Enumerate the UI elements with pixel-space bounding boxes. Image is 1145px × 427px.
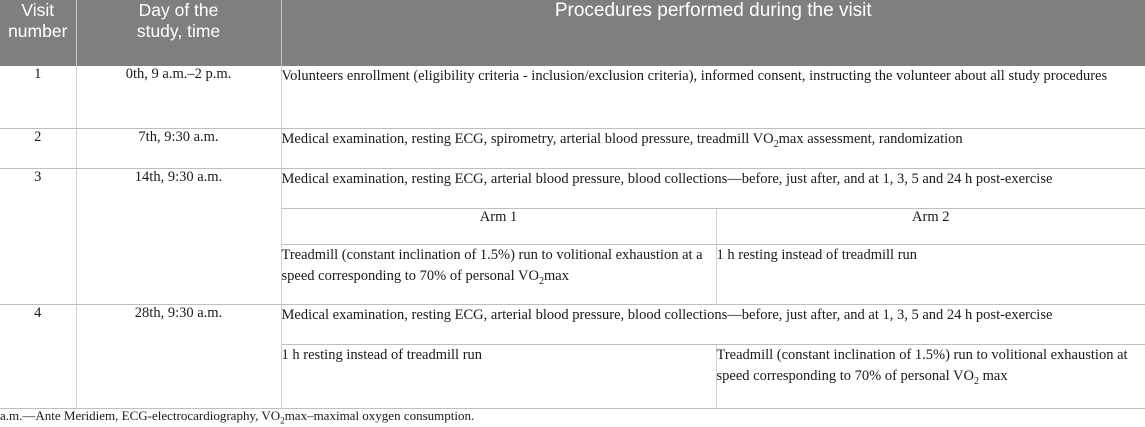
- arm-1-header: Arm 1: [281, 209, 716, 245]
- procedures-text: Medical examination, resting ECG, spirometry, arterial blood pressure, treadmill VO: [281, 131, 774, 147]
- table-header: [0, 0, 1145, 66]
- arm-1-cell: 1 h resting instead of treadmill run: [281, 345, 716, 409]
- table-footnote: [0, 408, 474, 424]
- header-procedures: Procedures performed during the visit: [281, 0, 1145, 66]
- arm-2-header: Arm 2: [716, 209, 1145, 245]
- subscript: 2: [773, 138, 779, 150]
- header-day-time: Day of the study, time: [76, 0, 281, 66]
- table-row: [0, 129, 1145, 169]
- footnote-text: max–maximal oxygen consumption.: [284, 408, 475, 423]
- table-row: [0, 305, 1145, 345]
- procedures-cell: [281, 129, 1145, 169]
- visit-number-cell: 4: [0, 305, 76, 409]
- visit-day-cell: 0th, 9 a.m.–2 p.m.: [76, 66, 281, 129]
- visit-number-cell: 2: [0, 129, 76, 169]
- footnote-text: a.m.—Ante Meridiem, ECG-electrocardiography, VO: [0, 408, 281, 423]
- subscript: 2: [538, 275, 545, 287]
- subscript: 2: [280, 415, 285, 426]
- arm-1-cell: [281, 245, 716, 305]
- header-visit-number: Visit number: [0, 0, 76, 66]
- table-row: [0, 66, 1145, 129]
- arm-2-cell: [716, 345, 1145, 409]
- visit-number-cell: 1: [0, 66, 76, 129]
- procedures-cell: Medical examination, resting ECG, arterial blood pressure, blood collections—before, just after, and at 1, 3, 5 and 24 h post-exercise: [281, 305, 1145, 345]
- arm-2-cell: 1 h resting instead of treadmill run: [716, 245, 1145, 305]
- procedures-text: max assessment, randomization: [778, 131, 963, 147]
- visit-day-cell: 7th, 9:30 a.m.: [76, 129, 281, 169]
- arm-text: max: [544, 268, 569, 284]
- arm-text: Treadmill (constant inclination of 1.5%) run to volitional exhaustion at speed corresponding to 70% of personal VO: [716, 347, 1128, 384]
- table-row: [0, 169, 1145, 209]
- arm-text: Treadmill (constant inclination of 1.5%) run to volitional exhaustion at a speed corresponding to 70% of personal VO: [281, 247, 703, 284]
- visit-day-cell: 14th, 9:30 a.m.: [76, 169, 281, 305]
- procedures-cell: Medical examination, resting ECG, arterial blood pressure, blood collections—before, just after, and at 1, 3, 5 and 24 h post-exercise: [281, 169, 1145, 209]
- subscript: 2: [973, 375, 980, 387]
- visit-day-cell: 28th, 9:30 a.m.: [76, 305, 281, 409]
- arm-text: max: [979, 368, 1008, 384]
- visit-number-cell: 3: [0, 169, 76, 305]
- procedures-cell: Volunteers enrollment (eligibility criteria - inclusion/exclusion criteria), informed consent, instructing the volunteer about all study procedures: [281, 66, 1145, 129]
